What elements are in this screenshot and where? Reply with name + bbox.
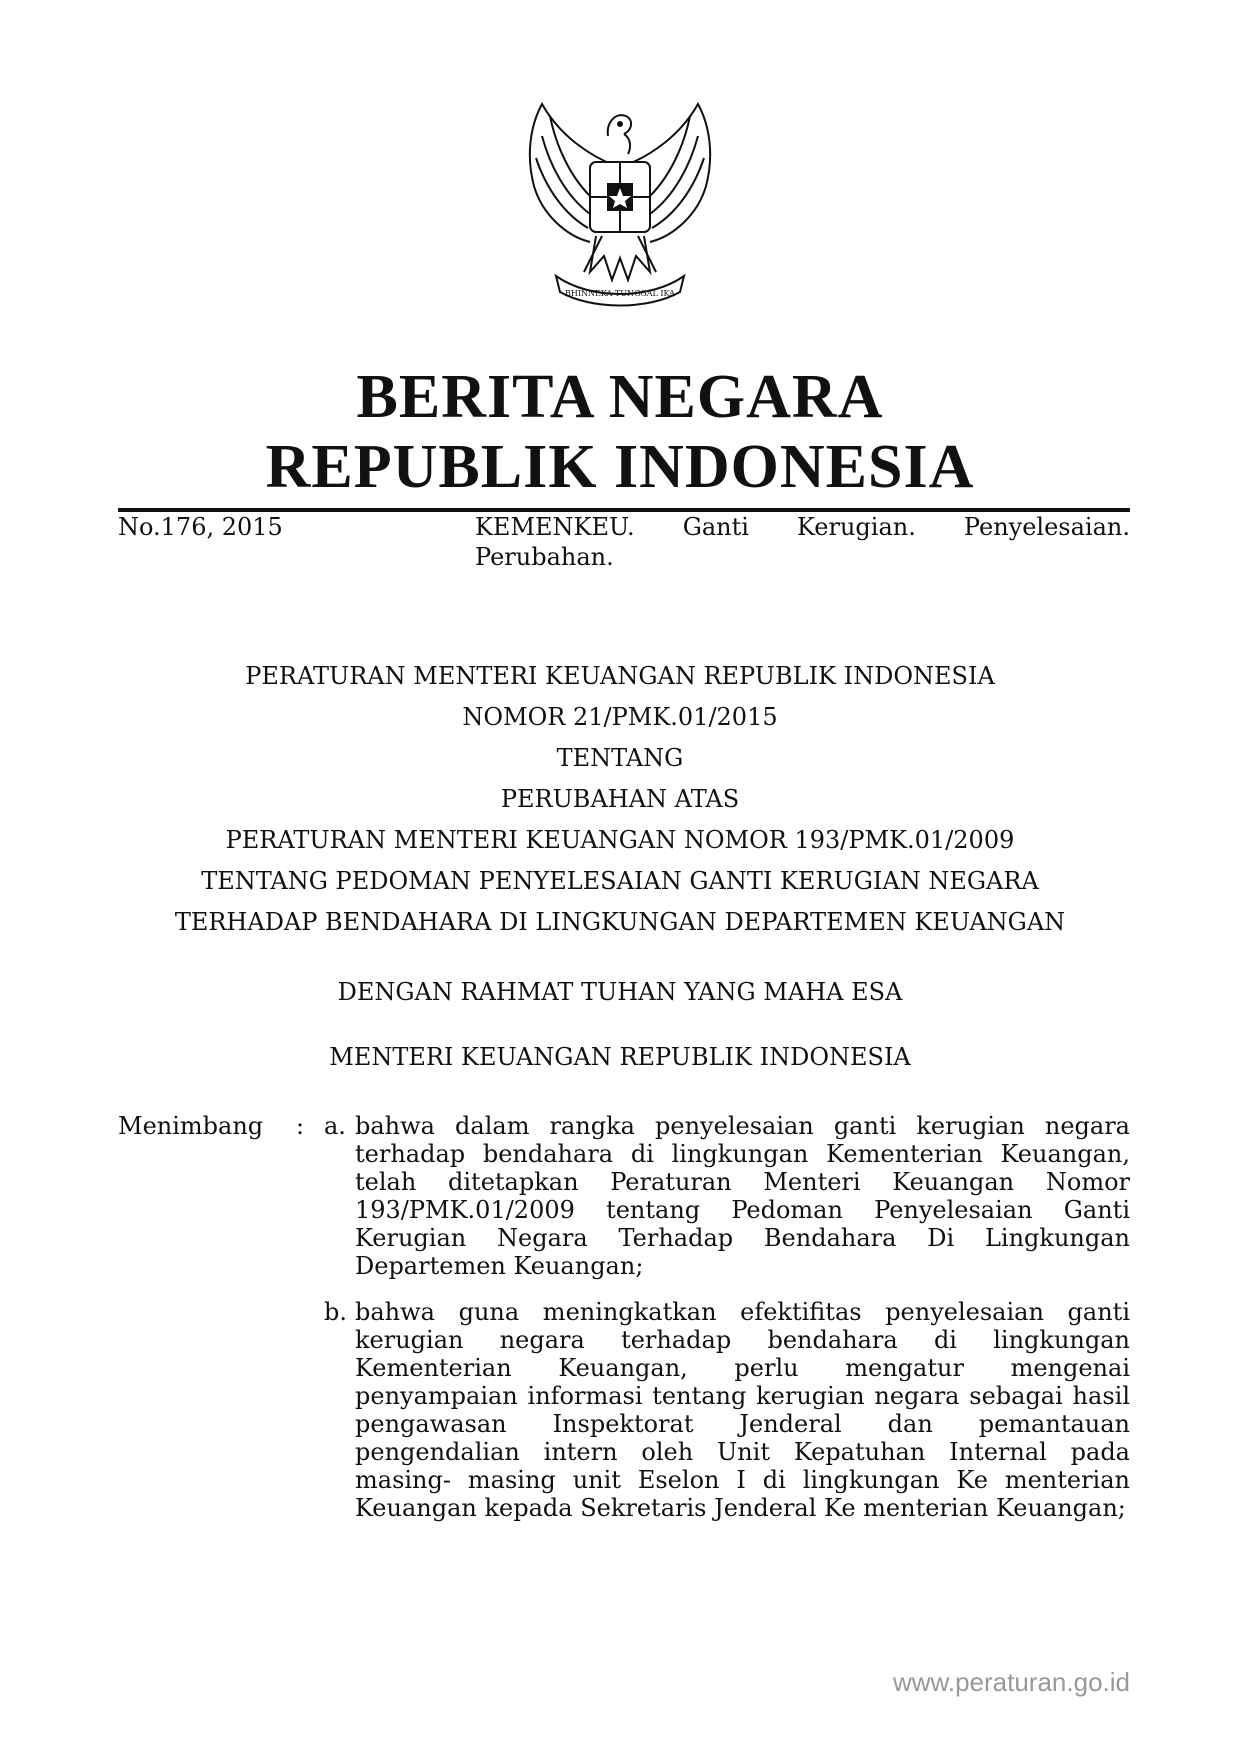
gazette-number: No.176, 2015 <box>118 513 283 541</box>
regulation-title-line: TENTANG <box>556 744 684 772</box>
masthead-subtitle: REPUBLIK INDONESIA <box>265 433 975 501</box>
consideration-letter: b. <box>324 1298 347 1326</box>
authority: MENTERI KEUANGAN REPUBLIK INDONESIA <box>329 1043 911 1071</box>
invocation: DENGAN RAHMAT TUHAN YANG MAHA ESA <box>337 978 903 1006</box>
regulation-title-line: TERHADAP BENDAHARA DI LINGKUNGAN DEPARTEMEN KEUANGAN <box>174 908 1066 936</box>
consideration-text: bahwa guna meningkatkan efektifitas penyelesaian ganti kerugian negara terhadap bendahara di lingkungan Kementerian Keuangan, perlu mengatur mengenai penyampaian informasi tentang kerugian negara sebagai hasil pengawasan Inspektorat Jenderal dan pemantauan pengendalian intern oleh Unit Kepatuhan Internal pada masing- masing unit Eselon I di lingkungan Ke menterian Keuangan kepada Sekretaris Jenderal Ke menterian Keuangan; <box>355 1298 1130 1522</box>
regulation-title-line: PERUBAHAN ATAS <box>500 785 740 813</box>
regulation-title-line: TENTANG PEDOMAN PENYELESAIAN GANTI KERUGIAN NEGARA <box>201 867 1039 895</box>
menimbang-label: Menimbang <box>118 1112 264 1140</box>
garuda-pancasila-emblem <box>520 96 720 308</box>
regulation-title-line: PERATURAN MENTERI KEUANGAN NOMOR 193/PMK.01/2009 <box>225 826 1015 854</box>
regulation-number: NOMOR 21/PMK.01/2015 <box>462 703 778 731</box>
consideration-text: bahwa dalam rangka penyelesaian ganti kerugian negara terhadap bendahara di lingkungan Kementerian Keuangan, telah ditetapkan Peraturan Menteri Keuangan Nomor 193/PMK.01/2009 tentang Pedoman Penyelesaian Ganti Kerugian Negara Terhadap Bendahara Di Lingkungan Departemen Keuangan; <box>355 1112 1130 1280</box>
footer-website-url[interactable]: www.peraturan.go.id <box>892 1667 1130 1697</box>
menimbang-colon: : <box>296 1112 305 1140</box>
emblem-motto: BHINNEKA TUNGGAL IKA <box>565 289 675 298</box>
gazette-subject: KEMENKEU. Ganti Kerugian. Penyelesaian. Perubahan. <box>475 513 1130 571</box>
consideration-letter: a. <box>324 1112 346 1140</box>
masthead-title: BERITA NEGARA <box>356 363 884 431</box>
regulation-title-line: PERATURAN MENTERI KEUANGAN REPUBLIK INDONESIA <box>245 662 995 690</box>
